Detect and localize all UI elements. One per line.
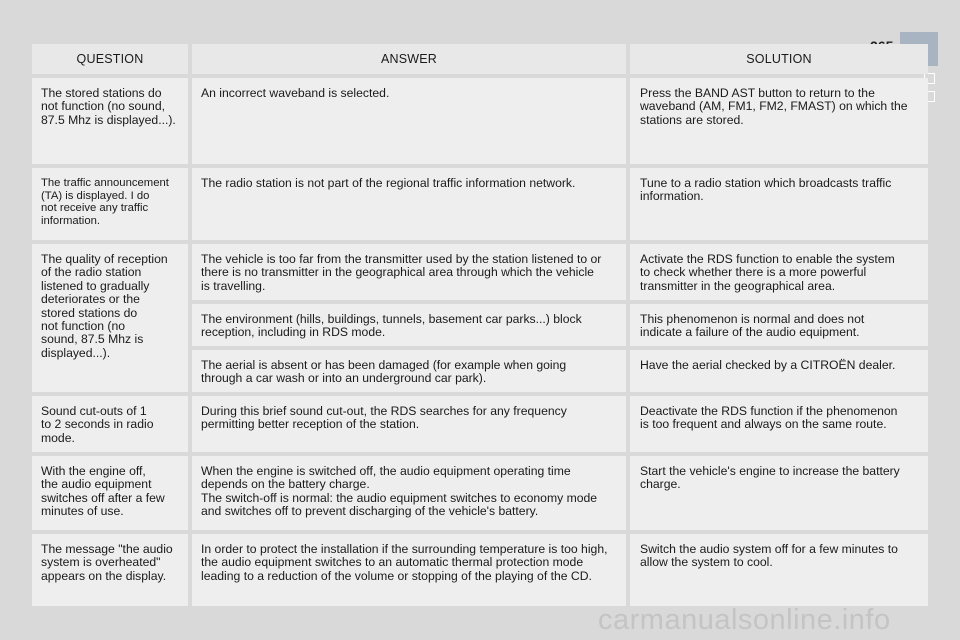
solution-cell: Have the aerial checked by a CITROËN dealer.	[630, 350, 928, 392]
answer-cell: The environment (hills, buildings, tunnels, basement car parks...) block reception, including in RDS mode.	[192, 304, 626, 346]
solution-cell: Press the BAND AST button to return to the waveband (AM, FM1, FM2, FMAST) on which the stations are stored.	[630, 78, 928, 164]
solution-cell: Switch the audio system off for a few minutes to allow the system to cool.	[630, 534, 928, 606]
answer-cell: During this brief sound cut-out, the RDS searches for any frequency permitting better reception of the station.	[192, 396, 626, 452]
header-question: QUESTION	[32, 44, 188, 74]
header-answer: ANSWER	[192, 44, 626, 74]
solution-cell: Start the vehicle's engine to increase the battery charge.	[630, 456, 928, 530]
answer-cell: When the engine is switched off, the audio equipment operating time depends on the battery charge. The switch-off is normal: the audio equipment switches to economy mode and switches off to prevent discharging of the vehicle's battery.	[192, 456, 626, 530]
solution-cell: Deactivate the RDS function if the phenomenon is too frequent and always on the same route.	[630, 396, 928, 452]
watermark: carmanualsonline.info	[598, 604, 891, 636]
solution-cell: Activate the RDS function to enable the system to check whether there is a more powerful transmitter in the geographical area.	[630, 244, 928, 300]
question-cell: The quality of reception of the radio station listened to gradually deteriorates or the stored stations do not function (no sound, 87.5 Mhz is displayed...).	[32, 244, 188, 392]
answer-cell: The radio station is not part of the regional traffic information network.	[192, 168, 626, 240]
answer-cell: The vehicle is too far from the transmitter used by the station listened to or there is no transmitter in the geographical area through which the vehicle is travelling.	[192, 244, 626, 300]
question-cell: With the engine off, the audio equipment switches off after a few minutes of use.	[32, 456, 188, 530]
answer-cell: An incorrect waveband is selected.	[192, 78, 626, 164]
question-cell: The stored stations do not function (no sound, 87.5 Mhz is displayed...).	[32, 78, 188, 164]
solution-cell: Tune to a radio station which broadcasts traffic information.	[630, 168, 928, 240]
question-cell: The message "the audio system is overheated" appears on the display.	[32, 534, 188, 606]
question-cell: The traffic announcement (TA) is displayed. I do not receive any traffic information.	[32, 168, 188, 240]
answer-cell: The aerial is absent or has been damaged (for example when going through a car wash or into an underground car park).	[192, 350, 626, 392]
solution-cell: This phenomenon is normal and does not indicate a failure of the audio equipment.	[630, 304, 928, 346]
header-solution: SOLUTION	[630, 44, 928, 74]
answer-cell: In order to protect the installation if the surrounding temperature is too high, the audio equipment switches to an automatic thermal protection mode leading to a reduction of the volume or stopping of the playing of the CD.	[192, 534, 626, 606]
question-cell: Sound cut-outs of 1 to 2 seconds in radio mode.	[32, 396, 188, 452]
